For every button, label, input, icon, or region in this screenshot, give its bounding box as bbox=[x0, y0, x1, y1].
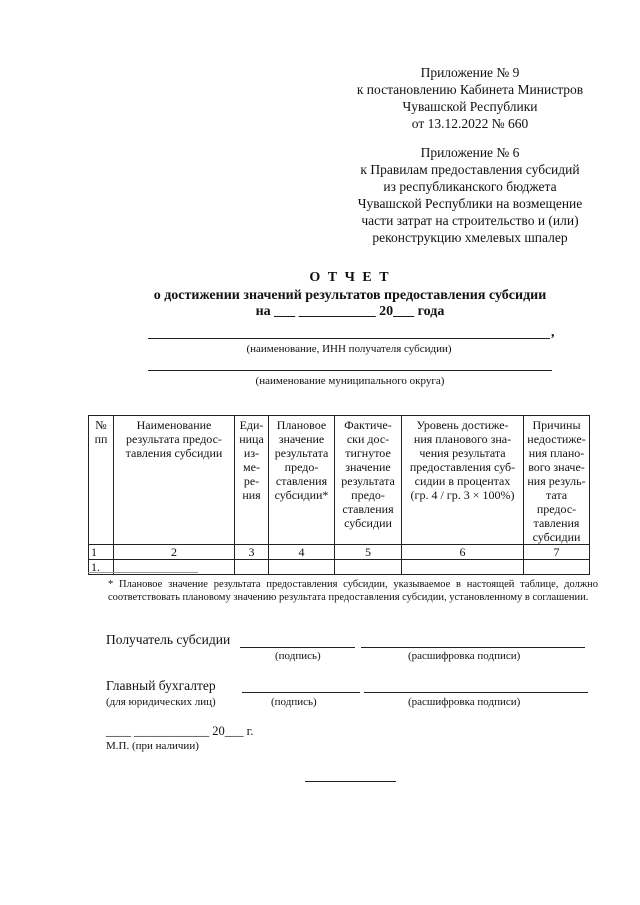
column-number-cell: 2 bbox=[114, 545, 235, 560]
header-cell-unit: Еди- ница из- ме- ре- ния bbox=[235, 416, 269, 545]
table-cell bbox=[524, 560, 590, 575]
appendix-6-line: реконструкцию хмелевых шпалер bbox=[372, 230, 568, 245]
appendix-9-line: Приложение № 9 bbox=[420, 65, 520, 80]
column-number-cell: 6 bbox=[402, 545, 524, 560]
header-cell-reasons: Причины недостиже- ния плано- вого значе- ния резуль- тата предос- тавления субсидии bbox=[524, 416, 590, 545]
report-table bbox=[88, 415, 590, 575]
recipient-decode-line bbox=[361, 647, 585, 648]
footnote-text: * Плановое значение результата предоставления субсидии, указываемое в настоящей таблице, должно соответствовать плановому значению результата предоставления субсидии, установленному в соглашении. bbox=[108, 579, 598, 603]
table-column-number-row bbox=[89, 545, 590, 560]
table-cell bbox=[235, 560, 269, 575]
header-cell-result-name: Наименование результата предос- тавления субсидии bbox=[114, 416, 235, 545]
municipal-district-caption: (наименование муниципального округа) bbox=[255, 375, 445, 387]
accountant-signature-caption: (подпись) bbox=[271, 696, 317, 708]
appendix-9-line: Чувашской Республики bbox=[402, 99, 538, 114]
appendix-6-line: из республиканского бюджета bbox=[383, 179, 557, 194]
table-header-row bbox=[89, 416, 590, 545]
appendix-9-line: от 13.12.2022 № 660 bbox=[411, 116, 529, 131]
appendix-6-block bbox=[335, 144, 605, 246]
recipient-signature-label: Получатель субсидии bbox=[106, 632, 231, 647]
appendix-9-line: к постановлению Кабинета Министров bbox=[356, 82, 584, 97]
header-cell-planned-value: Плановое значение результата предо- ставления субсидии* bbox=[269, 416, 335, 545]
municipal-district-line bbox=[148, 370, 552, 371]
accountant-decode-line bbox=[364, 692, 588, 693]
recipient-comma: , bbox=[551, 325, 555, 340]
column-number-cell: 5 bbox=[335, 545, 402, 560]
report-period: на ___ ___________ 20___ года bbox=[255, 304, 445, 319]
table-cell bbox=[269, 560, 335, 575]
accountant-note: (для юридических лиц) bbox=[106, 696, 216, 708]
report-title: О Т Ч Е Т bbox=[309, 270, 391, 285]
bottom-separator bbox=[305, 781, 396, 782]
table-cell bbox=[335, 560, 402, 575]
recipient-name-line bbox=[148, 338, 550, 339]
recipient-decode-caption: (расшифровка подписи) bbox=[408, 650, 521, 662]
header-cell-achievement-level: Уровень достиже- ния планового зна- чения результата предоставления суб- сидии в процентах (гр. 4 / гр. 3 × 100%) bbox=[402, 416, 524, 545]
date-line: ____ ____________ 20___ г. bbox=[106, 724, 254, 738]
column-number-cell: 4 bbox=[269, 545, 335, 560]
appendix-9-block bbox=[335, 64, 605, 132]
appendix-6-line: Чувашской Республики на возмещение bbox=[357, 196, 583, 211]
table-cell: 1. bbox=[89, 560, 114, 575]
column-number-cell: 3 bbox=[235, 545, 269, 560]
table-cell bbox=[402, 560, 524, 575]
recipient-signature-caption: (подпись) bbox=[275, 650, 321, 662]
column-number-cell: 1 bbox=[89, 545, 114, 560]
stamp-note: М.П. (при наличии) bbox=[106, 740, 199, 752]
column-number-cell: 7 bbox=[524, 545, 590, 560]
accountant-signature-label: Главный бухгалтер bbox=[106, 678, 216, 693]
report-subtitle: о достижении значений результатов предоставления субсидии bbox=[153, 288, 547, 303]
recipient-signature-line bbox=[240, 647, 355, 648]
appendix-6-line: Приложение № 6 bbox=[420, 145, 520, 160]
header-cell-actual-value: Фактиче- ски дос- тигнутое значение результата предо- ставления субсидии bbox=[335, 416, 402, 545]
appendix-6-line: к Правилам предоставления субсидий bbox=[360, 162, 580, 177]
recipient-name-caption: (наименование, ИНН получателя субсидии) bbox=[246, 343, 452, 355]
accountant-signature-line bbox=[242, 692, 360, 693]
footnote-separator bbox=[88, 572, 198, 573]
accountant-decode-caption: (расшифровка подписи) bbox=[408, 696, 521, 708]
appendix-6-line: части затрат на строительство и (или) bbox=[361, 213, 579, 228]
header-cell-number: № пп bbox=[89, 416, 114, 545]
